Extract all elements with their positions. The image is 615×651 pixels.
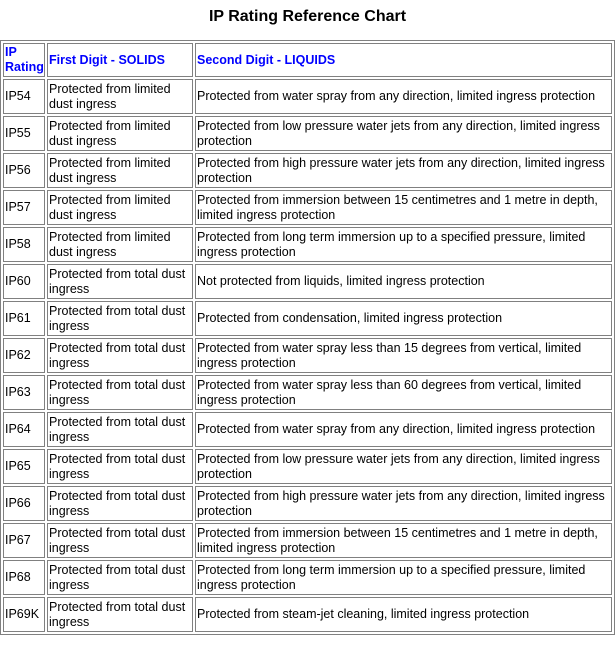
header-ip-rating: IP Rating [3,43,45,77]
table-row [3,153,612,188]
liquids-cell: Protected from water spray less than 60 degrees from vertical, limited ingress protection [195,375,612,410]
header-first-digit-solids: First Digit - SOLIDS [47,43,193,77]
table-row [3,597,612,632]
rating-cell: IP61 [3,301,45,336]
table-row [3,560,612,595]
ip-rating-table [0,40,615,635]
liquids-cell: Protected from condensation, limited ingress protection [195,301,612,336]
page-title: IP Rating Reference Chart [208,8,407,25]
table-row [3,301,612,336]
solids-cell: Protected from total dust ingress [47,301,193,336]
solids-cell: Protected from total dust ingress [47,412,193,447]
rating-cell: IP68 [3,560,45,595]
solids-cell: Protected from total dust ingress [47,375,193,410]
rating-cell: IP58 [3,227,45,262]
liquids-cell: Protected from water spray less than 15 degrees from vertical, limited ingress protection [195,338,612,373]
rating-cell: IP69K [3,597,45,632]
solids-cell: Protected from total dust ingress [47,486,193,521]
liquids-cell: Protected from immersion between 15 centimetres and 1 metre in depth, limited ingress protection [195,523,612,558]
liquids-cell: Protected from long term immersion up to a specified pressure, limited ingress protection [195,560,612,595]
solids-cell: Protected from limited dust ingress [47,116,193,151]
rating-cell: IP54 [3,79,45,114]
rating-cell: IP56 [3,153,45,188]
rating-cell: IP57 [3,190,45,225]
solids-cell: Protected from limited dust ingress [47,227,193,262]
solids-cell: Protected from total dust ingress [47,449,193,484]
table-row [3,412,612,447]
solids-cell: Protected from total dust ingress [47,264,193,299]
liquids-cell: Protected from water spray from any direction, limited ingress protection [195,79,612,114]
liquids-cell: Protected from low pressure water jets from any direction, limited ingress protection [195,449,612,484]
table-body [3,79,612,632]
table-row [3,375,612,410]
rating-cell: IP64 [3,412,45,447]
table-header-row [3,43,612,77]
liquids-cell: Protected from low pressure water jets from any direction, limited ingress protection [195,116,612,151]
liquids-cell: Protected from long term immersion up to a specified pressure, limited ingress protection [195,227,612,262]
table-row [3,116,612,151]
rating-cell: IP60 [3,264,45,299]
liquids-cell: Protected from steam-jet cleaning, limited ingress protection [195,597,612,632]
solids-cell: Protected from total dust ingress [47,597,193,632]
header-second-digit-liquids: Second Digit - LIQUIDS [195,43,612,77]
solids-cell: Protected from limited dust ingress [47,79,193,114]
liquids-cell: Protected from immersion between 15 centimetres and 1 metre in depth, limited ingress protection [195,190,612,225]
table-row [3,264,612,299]
solids-cell: Protected from total dust ingress [47,523,193,558]
table-row [3,79,612,114]
rating-cell: IP55 [3,116,45,151]
table-row [3,523,612,558]
liquids-cell: Protected from water spray from any direction, limited ingress protection [195,412,612,447]
table-row [3,338,612,373]
table-row [3,449,612,484]
rating-cell: IP67 [3,523,45,558]
rating-cell: IP66 [3,486,45,521]
table-row [3,227,612,262]
liquids-cell: Protected from high pressure water jets from any direction, limited ingress protection [195,486,612,521]
liquids-cell: Protected from high pressure water jets from any direction, limited ingress protection [195,153,612,188]
solids-cell: Protected from limited dust ingress [47,153,193,188]
table-row [3,190,612,225]
liquids-cell: Not protected from liquids, limited ingress protection [195,264,612,299]
rating-cell: IP65 [3,449,45,484]
solids-cell: Protected from limited dust ingress [47,190,193,225]
rating-cell: IP63 [3,375,45,410]
solids-cell: Protected from total dust ingress [47,338,193,373]
rating-cell: IP62 [3,338,45,373]
table-row [3,486,612,521]
solids-cell: Protected from total dust ingress [47,560,193,595]
